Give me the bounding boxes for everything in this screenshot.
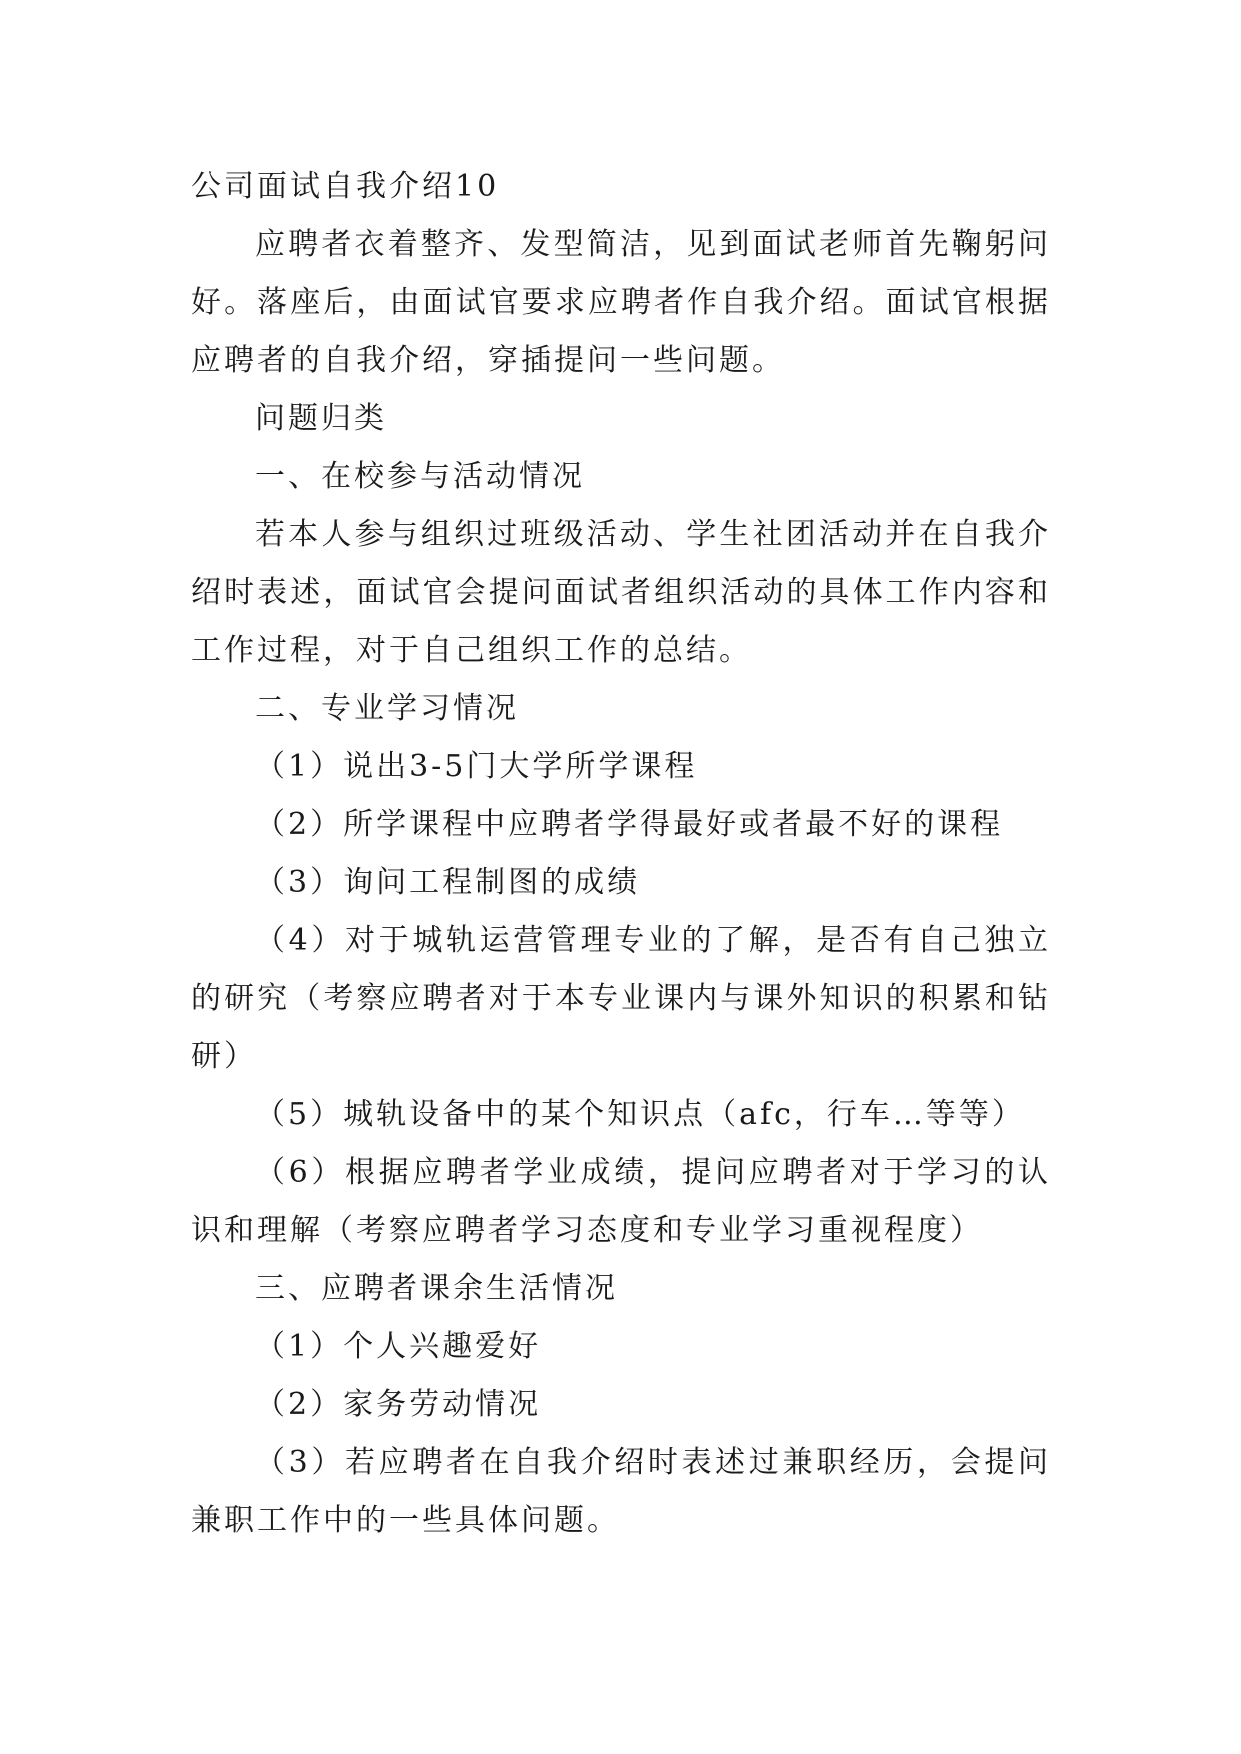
document-page [191,158,1051,1550]
list-item: （1）说出3-5门大学所学课程 [255,749,698,784]
paragraph-intro: 应聘者衣着整齐、发型简洁，见到面试老师首先鞠躬问好。落座后，由面试官要求应聘者作自我介绍。面试官根据应聘者的自我介绍，穿插提问一些问题。 [191,227,1051,378]
paragraph-activities: 若本人参与组织过班级活动、学生社团活动并在自我介绍时表述，面试官会提问面试者组织活动的具体工作内容和工作过程，对于自己组织工作的总结。 [191,517,1051,668]
section-heading-1: 一、在校参与活动情况 [255,459,585,494]
section-heading-3: 三、应聘者课余生活情况 [255,1271,618,1306]
list-item: （6）根据应聘者学业成绩，提问应聘者对于学习的认识和理解（考察应聘者学习态度和专业学习重视程度） [191,1155,1051,1248]
document-title: 公司面试自我介绍10 [191,169,500,204]
list-item: （4）对于城轨运营管理专业的了解，是否有自己独立的研究（考察应聘者对于本专业课内与课外知识的积累和钻研） [191,923,1051,1074]
list-item: （2）家务劳动情况 [255,1387,542,1422]
section-heading-2: 二、专业学习情况 [255,691,519,726]
list-item: （3）询问工程制图的成绩 [255,865,641,900]
list-item: （5）城轨设备中的某个知识点（afc，行车…等等） [255,1097,1025,1132]
list-item: （3）若应聘者在自我介绍时表述过兼职经历，会提问兼职工作中的一些具体问题。 [191,1445,1051,1538]
paragraph-question-categories: 问题归类 [255,401,387,436]
list-item: （1）个人兴趣爱好 [255,1329,542,1364]
list-item: （2）所学课程中应聘者学得最好或者最不好的课程 [255,807,1004,842]
